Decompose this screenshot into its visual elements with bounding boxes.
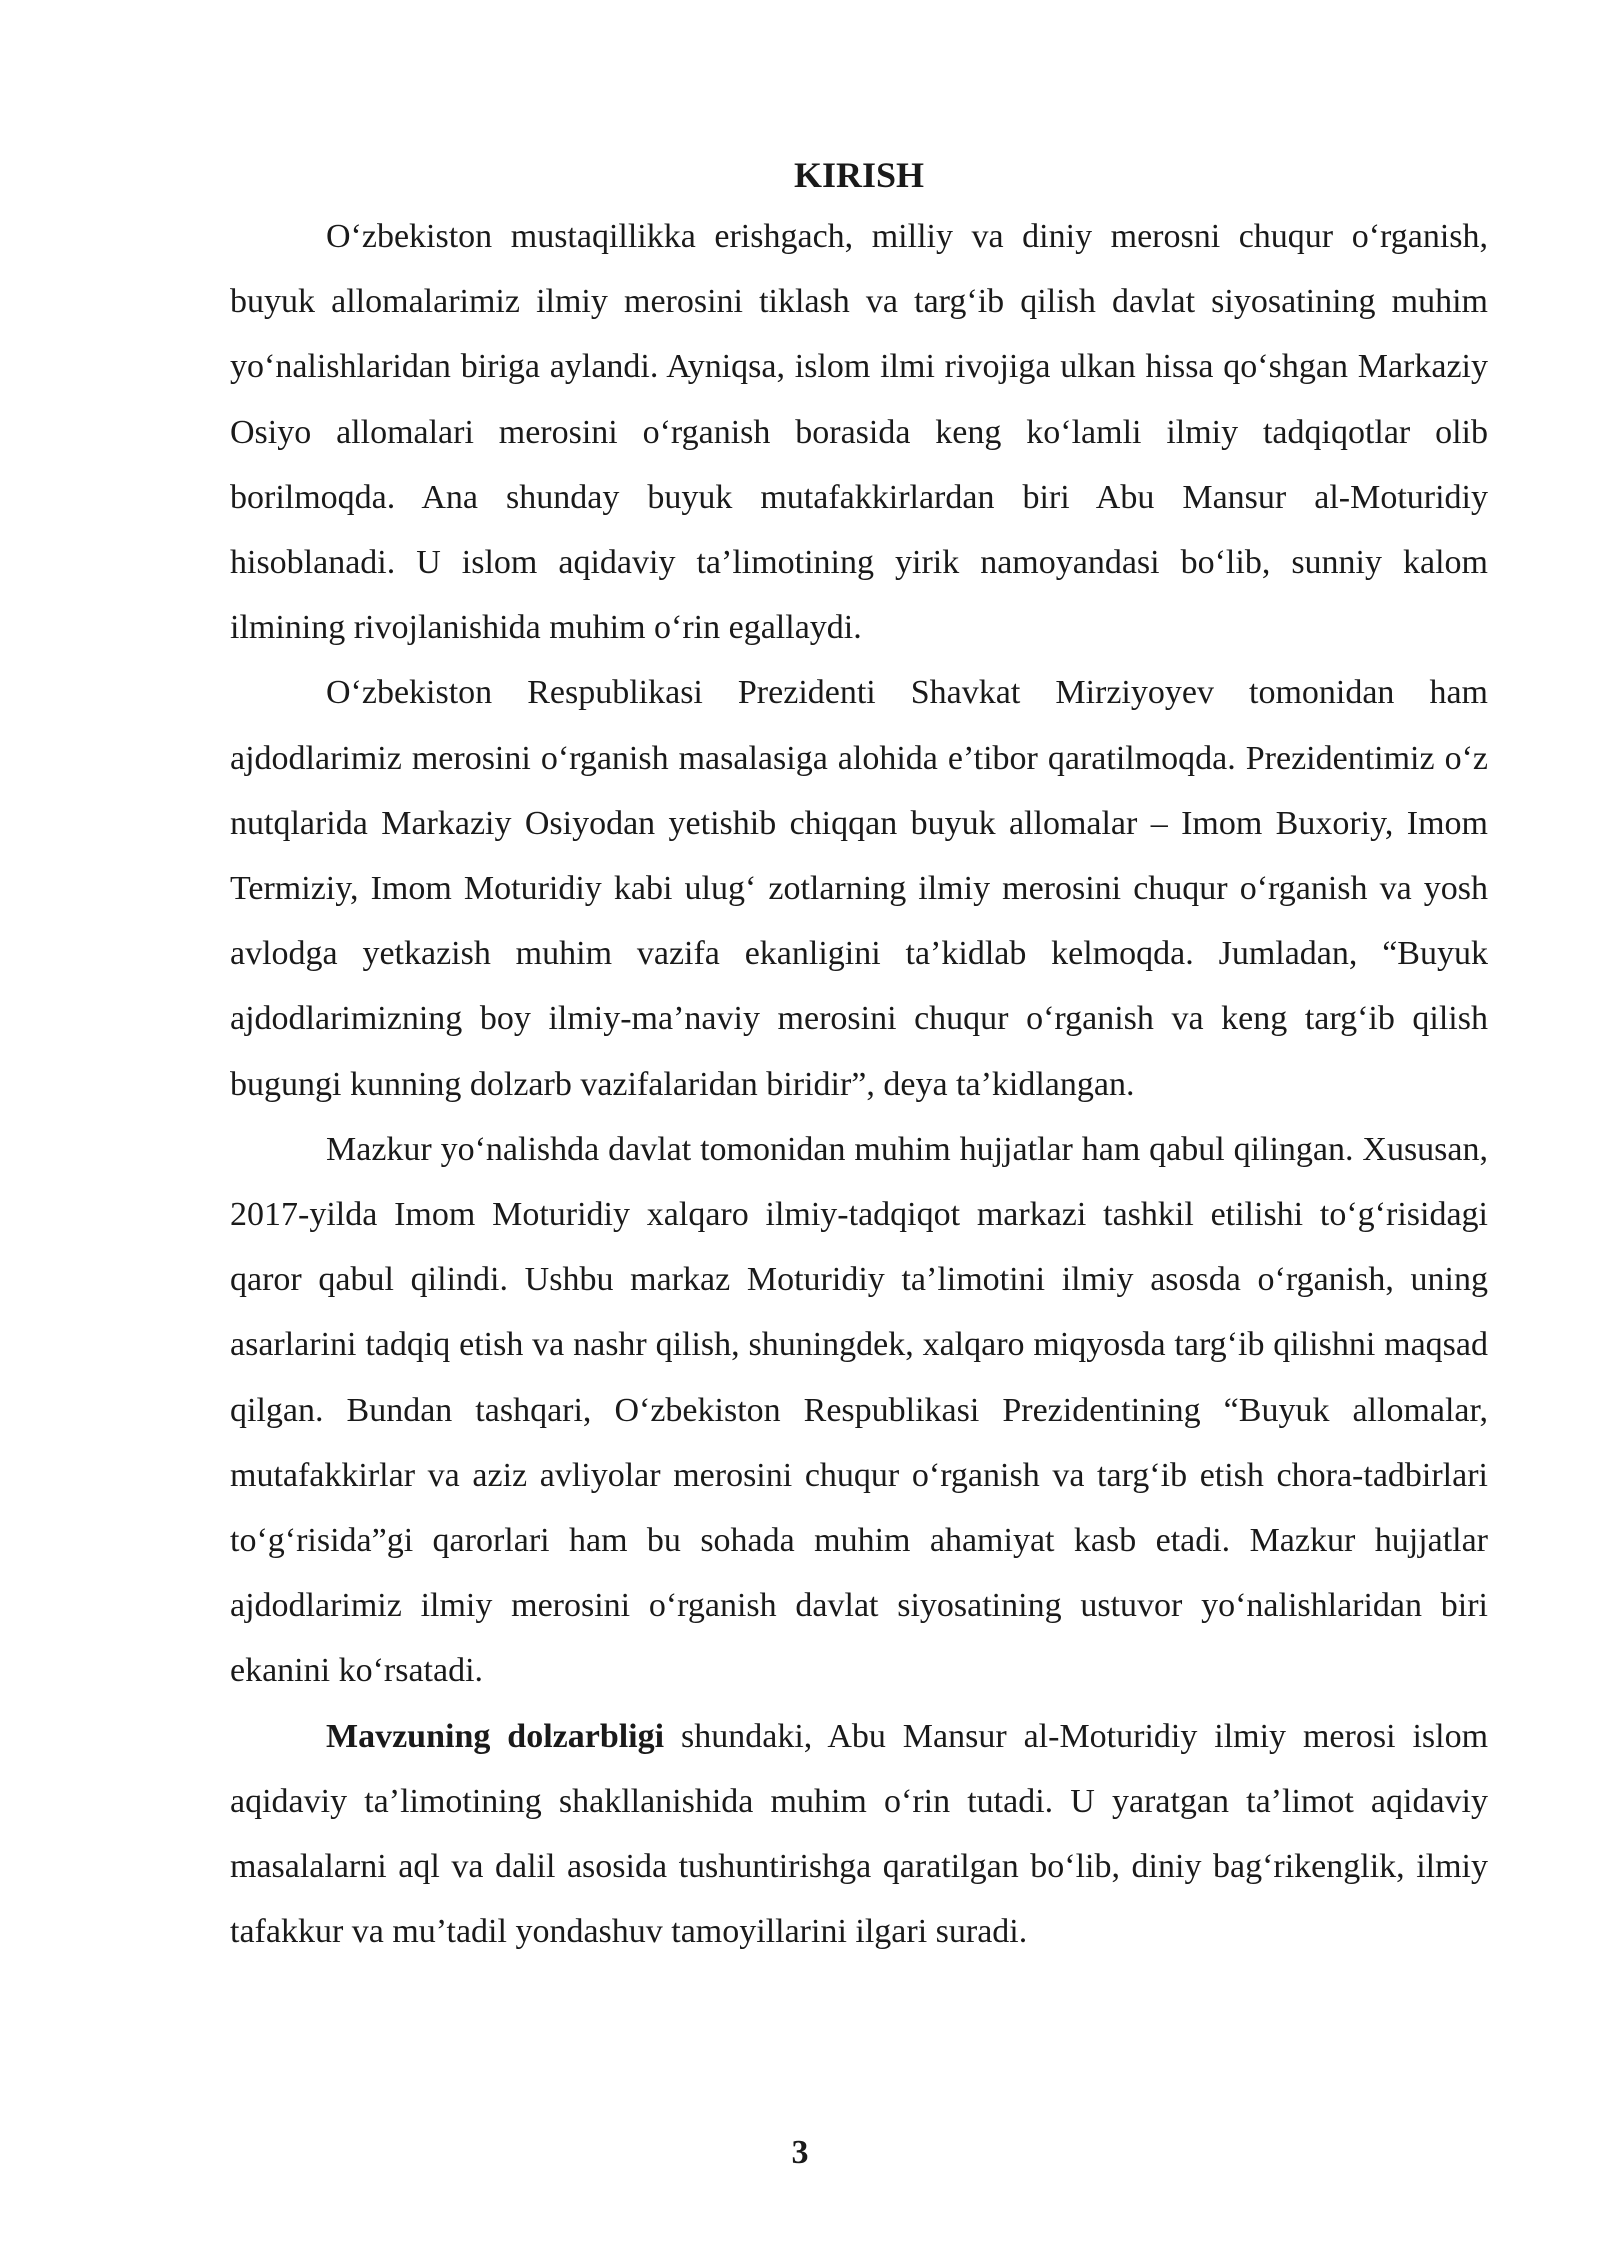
document-page	[230, 150, 1488, 1964]
paragraph-4-text: shundaki, Abu Mansur al-Moturidiy ilmiy merosi islom aqidaviy ta’limotining shakllanishida muhim o‘rin tutadi. U yaratgan ta’limot aqidaviy masalalarni aql va dalil asosida tushuntirishga qaratilgan bo‘lib, diniy bag‘rikenglik, ilmiy tafakkur va mu’tadil yondashuv tamoyillarini ilgari suradi.	[230, 1717, 1489, 1951]
page-number: 3	[791, 2134, 809, 2171]
paragraph-3: Mazkur yo‘nalishda davlat tomonidan muhim hujjatlar ham qabul qilingan. Xususan, 2017-yilda Imom Moturidiy xalqaro ilmiy-tadqiqot markazi tashkil etilishi to‘g‘risidagi qaror qabul qilindi. Ushbu markaz Moturidiy ta’limotini ilmiy asosda o‘rganish, uning asarlarini tadqiq etish va nashr qilish, shuningdek, xalqaro miqyosda targ‘ib qilishni maqsad qilgan. Bundan tashqari, O‘zbekiston Respublikasi Prezidentining “Buyuk allomalar, mutafakkirlar va aziz avliyolar merosini chuqur o‘rganish va targ‘ib etish chora-tadbirlari to‘g‘risida”gi qarorlari ham bu sohada muhim ahamiyat kasb etadi. Mazkur hujjatlar ajdodlarimiz ilmiy merosini o‘rganish davlat siyosatining ustuvor yo‘nalishlaridan biri ekanini ko‘rsatadi.	[230, 1130, 1488, 1690]
paragraph-4-bold-lead: Mavzuning dolzarbligi	[326, 1717, 665, 1755]
paragraph-1: O‘zbekiston mustaqillikka erishgach, milliy va diniy merosni chuqur o‘rganish, buyuk allomalarimiz ilmiy merosini tiklash va targ‘ib qilish davlat siyosatining muhim yo‘nalishlaridan biriga aylandi. Ayniqsa, islom ilmi rivojiga ulkan hissa qo‘shgan Markaziy Osiyo allomalari merosini o‘rganish borasida keng ko‘lamli ilmiy tadqiqotlar olib borilmoqda. Ana shunday buyuk mutafakkirlardan biri Abu Mansur al-Moturidiy hisoblanadi. U islom aqidaviy ta’limotining yirik namoyandasi bo‘lib, sunniy kalom ilmining rivojlanishida muhim o‘rin egallaydi.	[230, 218, 1488, 647]
section-heading: KIRISH	[793, 155, 925, 195]
paragraph-4	[230, 1704, 1488, 1965]
paragraph-2: O‘zbekiston Respublikasi Prezidenti Shavkat Mirziyoyev tomonidan ham ajdodlarimiz merosini o‘rganish masalasiga alohida e’tibor qaratilmoqda. Prezidentimiz o‘z nutqlarida Markaziy Osiyodan yetishib chiqqan buyuk allomalar – Imom Buxoriy, Imom Termiziy, Imom Moturidiy kabi ulug‘ zotlarning ilmiy merosini chuqur o‘rganish va yosh avlodga yetkazish muhim vazifa ekanligini ta’kidlab kelmoqda. Jumladan, “Buyuk ajdodlarimizning boy ilmiy-ma’naviy merosini chuqur o‘rganish va keng targ‘ib qilish bugungi kunning dolzarb vazifalaridan biridir”, deya ta’kidlangan.	[230, 674, 1488, 1103]
